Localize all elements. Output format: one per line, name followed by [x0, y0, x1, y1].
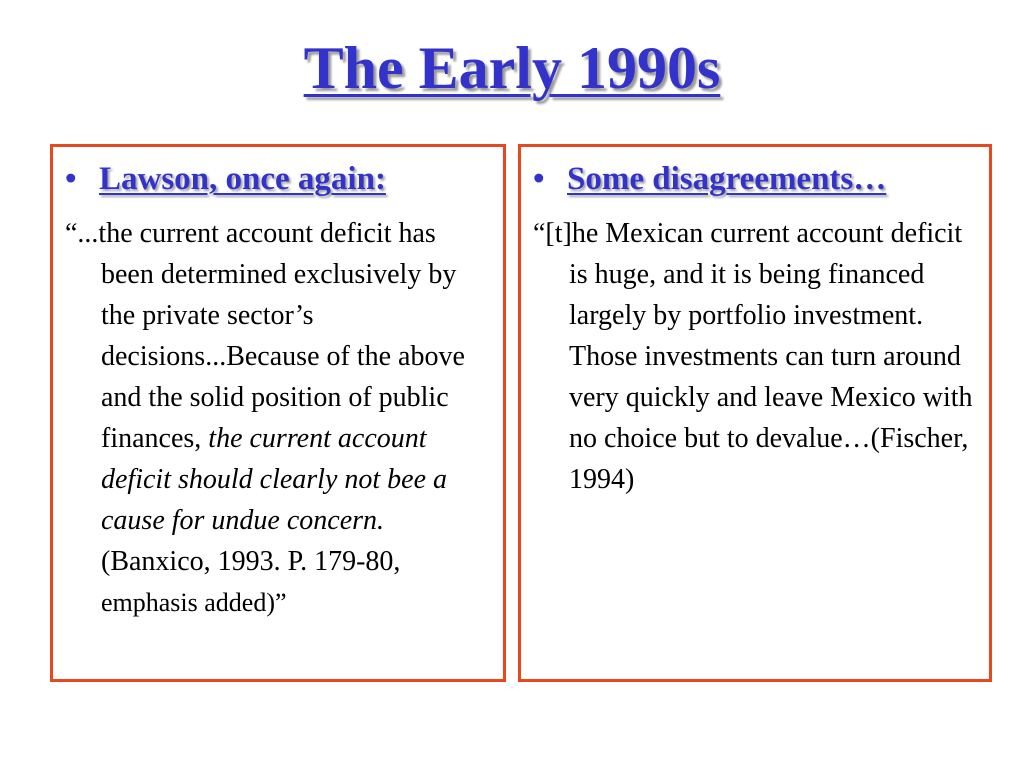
left-quote-intro: “...the current account deficit has been determined exclusively by the private sector’s decisions...Because of the above and the solid position of public finances,	[65, 218, 465, 454]
left-panel	[50, 144, 506, 682]
left-quote-note: emphasis added)”	[101, 588, 287, 617]
right-quote: “[t]he Mexican current account deficit is huge, and it is being financed largely by portfolio investment. Those investments can turn around very quickly and leave Mexico with no choice but to devalue…(Fischer, 1994)	[533, 218, 973, 495]
bullet-dot-icon: •	[533, 161, 545, 197]
left-quote-source: (Banxico, 1993. P. 179-80,	[101, 546, 401, 577]
right-panel	[518, 144, 992, 682]
bullet-dot-icon: •	[65, 161, 77, 197]
left-quote-emphasis: the current account deficit should clearly not bee a cause for undue concern.	[101, 423, 448, 536]
left-quote	[65, 213, 493, 623]
right-bullet-heading: Some disagreements…	[567, 161, 887, 197]
left-bullet	[65, 161, 386, 197]
left-bullet-heading: Lawson, once again:	[99, 161, 386, 197]
slide-title: The Early 1990s	[303, 35, 721, 101]
right-bullet	[533, 161, 886, 197]
